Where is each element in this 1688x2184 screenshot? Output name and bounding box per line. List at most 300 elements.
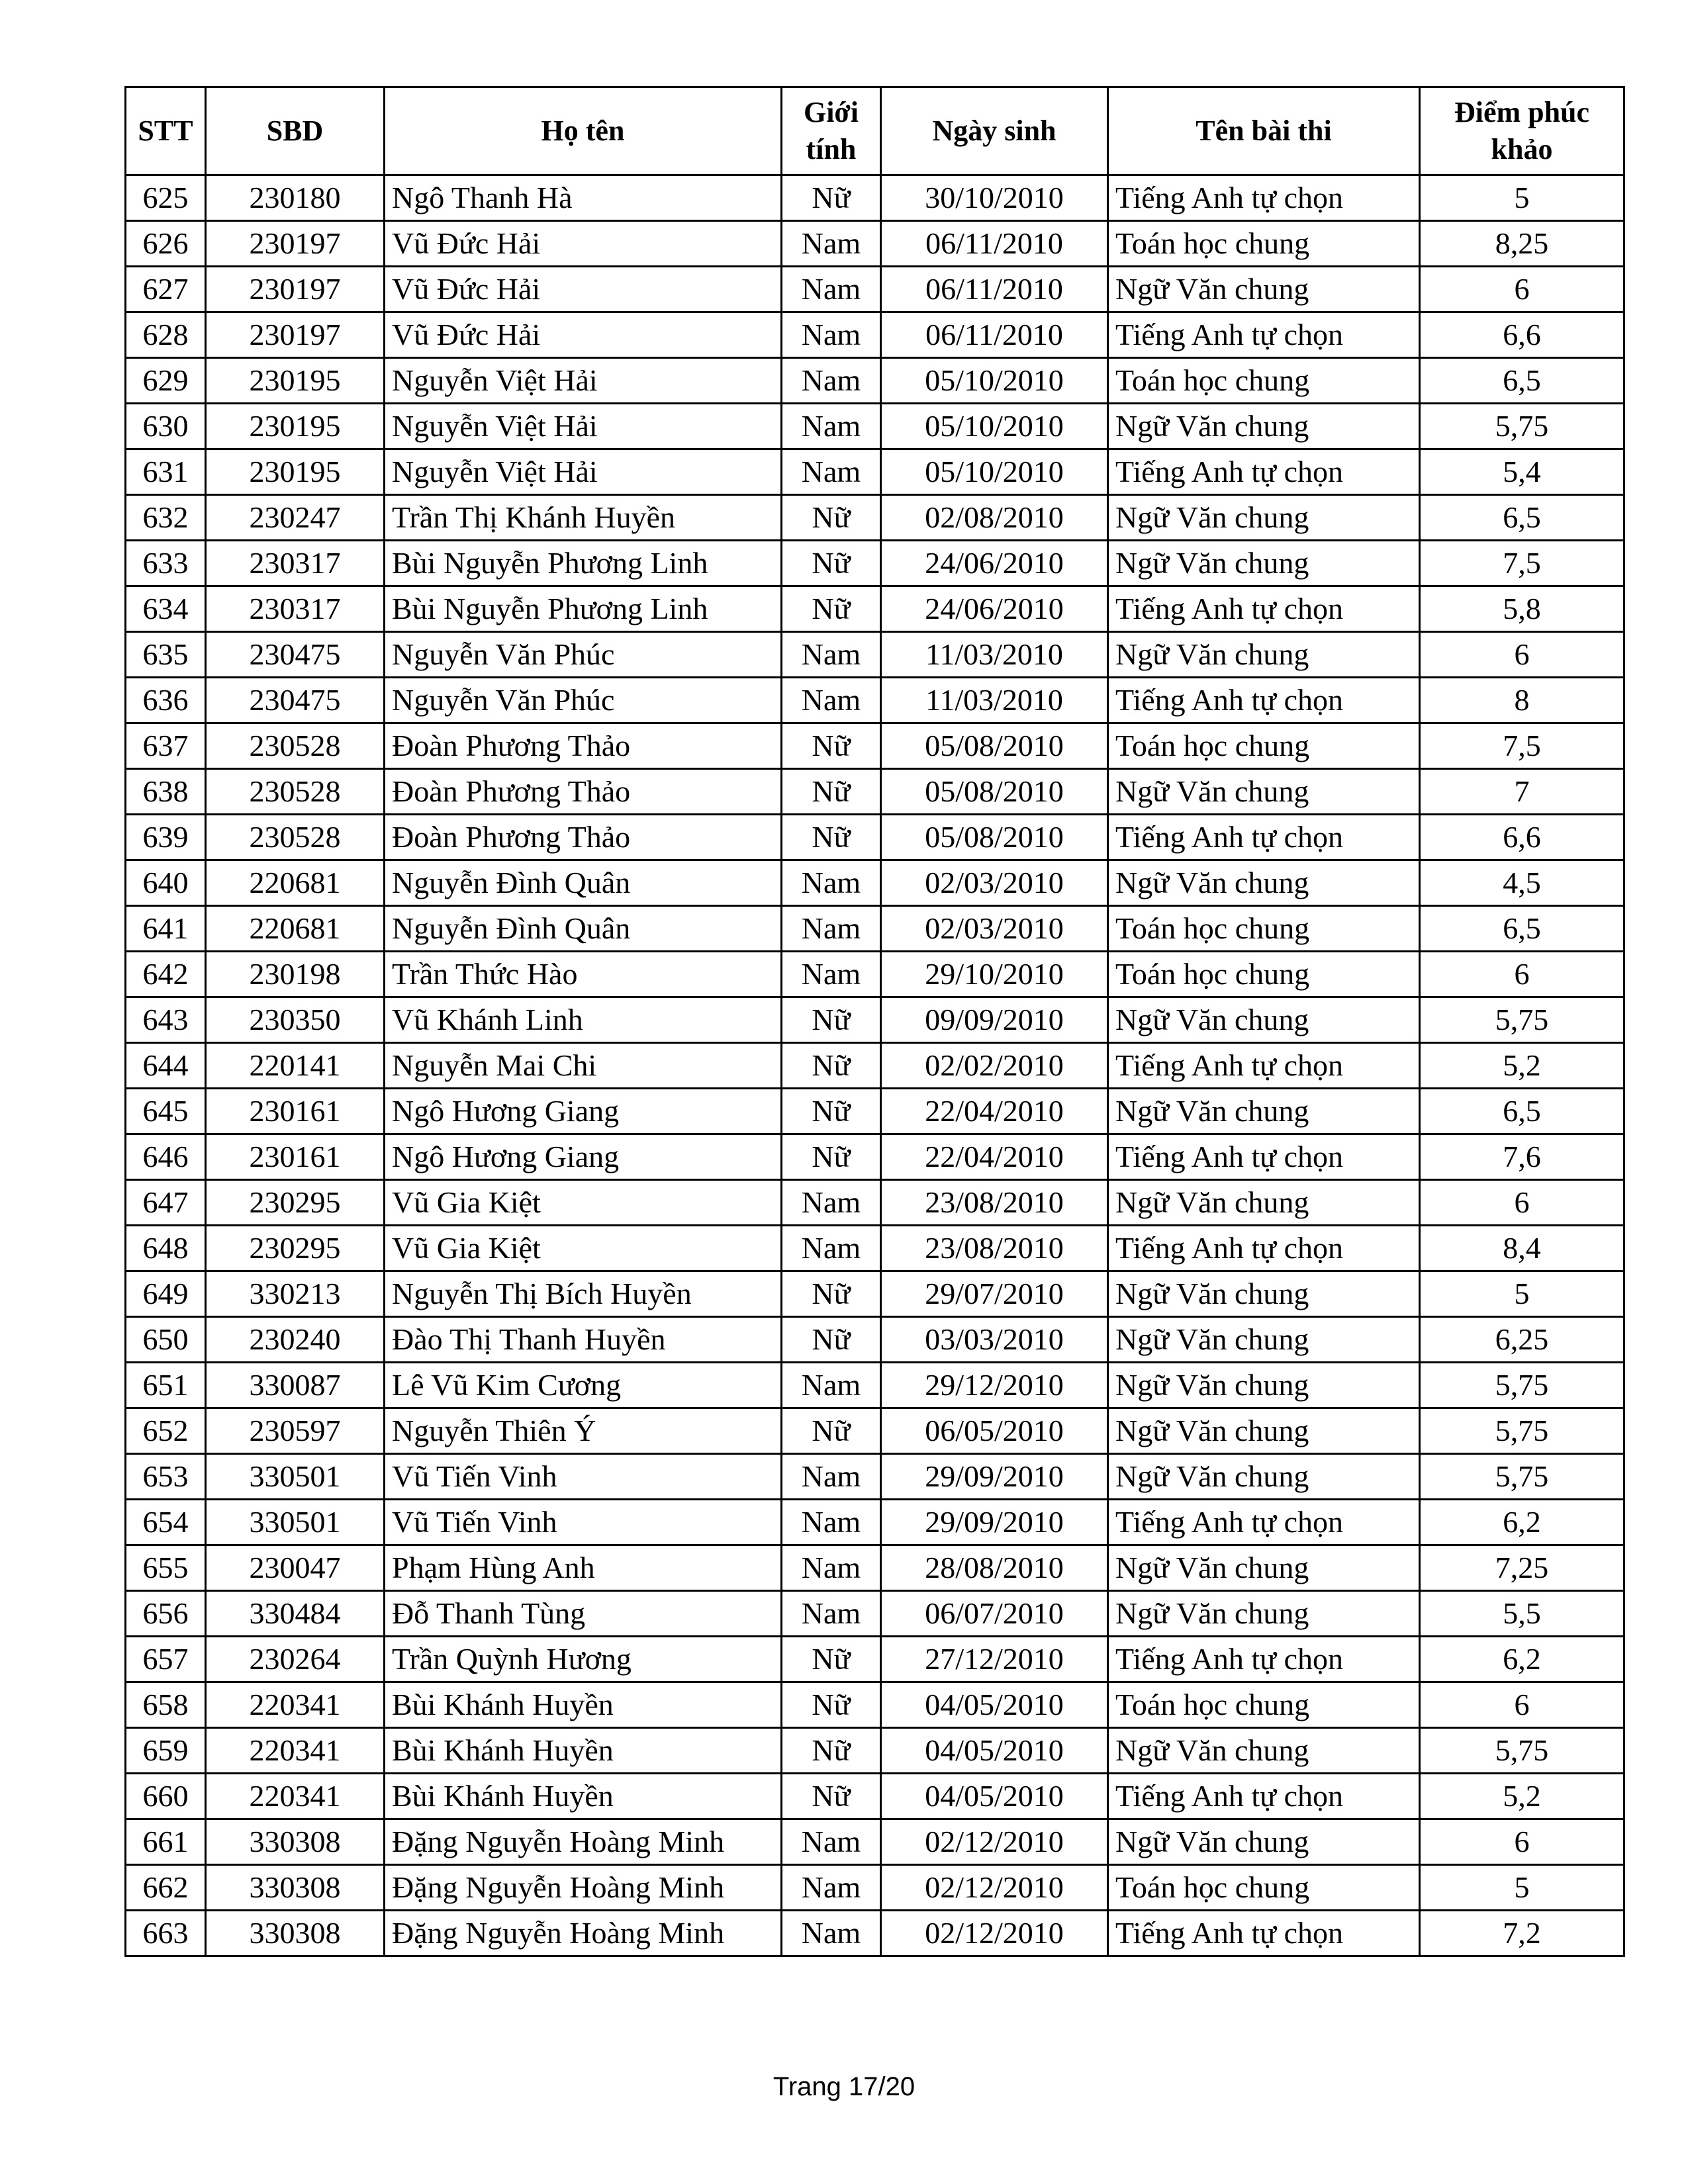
- cell-stt: 650: [126, 1317, 206, 1363]
- cell-name: Nguyễn Đình Quân: [385, 906, 782, 952]
- cell-gender: Nữ: [782, 175, 881, 221]
- cell-exam: Ngữ Văn chung: [1108, 1180, 1420, 1226]
- cell-score: 6,2: [1420, 1637, 1624, 1682]
- cell-name: Phạm Hùng Anh: [385, 1545, 782, 1591]
- cell-dob: 30/10/2010: [881, 175, 1108, 221]
- cell-stt: 648: [126, 1226, 206, 1271]
- cell-score: 6,5: [1420, 358, 1624, 404]
- table-row: [126, 1089, 1624, 1134]
- cell-sbd: 230475: [206, 632, 385, 678]
- cell-sbd: 220681: [206, 906, 385, 952]
- cell-dob: 09/09/2010: [881, 997, 1108, 1043]
- cell-score: 6: [1420, 267, 1624, 312]
- cell-score: 7,25: [1420, 1545, 1624, 1591]
- cell-gender: Nữ: [782, 1043, 881, 1089]
- cell-sbd: 230317: [206, 541, 385, 586]
- cell-stt: 663: [126, 1911, 206, 1956]
- table-row: [126, 1408, 1624, 1454]
- header-name: Họ tên: [385, 87, 782, 175]
- cell-sbd: 220141: [206, 1043, 385, 1089]
- cell-sbd: 330308: [206, 1911, 385, 1956]
- cell-dob: 06/05/2010: [881, 1408, 1108, 1454]
- cell-gender: Nam: [782, 632, 881, 678]
- cell-exam: Tiếng Anh tự chọn: [1108, 815, 1420, 860]
- table-row: [126, 1774, 1624, 1819]
- cell-score: 5,2: [1420, 1043, 1624, 1089]
- cell-dob: 29/09/2010: [881, 1454, 1108, 1500]
- cell-gender: Nam: [782, 221, 881, 267]
- cell-dob: 22/04/2010: [881, 1089, 1108, 1134]
- cell-score: 5: [1420, 175, 1624, 221]
- cell-score: 7,5: [1420, 723, 1624, 769]
- cell-gender: Nữ: [782, 1728, 881, 1774]
- cell-stt: 644: [126, 1043, 206, 1089]
- cell-stt: 653: [126, 1454, 206, 1500]
- page-number: Trang 17/20: [773, 2072, 915, 2101]
- table-row: [126, 404, 1624, 449]
- cell-score: 5: [1420, 1865, 1624, 1911]
- cell-stt: 628: [126, 312, 206, 358]
- cell-stt: 662: [126, 1865, 206, 1911]
- cell-sbd: 230161: [206, 1134, 385, 1180]
- table-row: [126, 175, 1624, 221]
- cell-sbd: 230195: [206, 449, 385, 495]
- cell-name: Vũ Đức Hải: [385, 312, 782, 358]
- cell-score: 6,5: [1420, 1089, 1624, 1134]
- cell-name: Bùi Khánh Huyền: [385, 1682, 782, 1728]
- table-row: [126, 1500, 1624, 1545]
- cell-gender: Nam: [782, 1911, 881, 1956]
- cell-stt: 634: [126, 586, 206, 632]
- cell-gender: Nữ: [782, 1637, 881, 1682]
- header-exam: Tên bài thi: [1108, 87, 1420, 175]
- cell-dob: 05/10/2010: [881, 449, 1108, 495]
- table-row: [126, 632, 1624, 678]
- cell-dob: 24/06/2010: [881, 541, 1108, 586]
- table-row: [126, 586, 1624, 632]
- cell-exam: Ngữ Văn chung: [1108, 1591, 1420, 1637]
- table-row: [126, 1682, 1624, 1728]
- cell-name: Vũ Đức Hải: [385, 267, 782, 312]
- table-row: [126, 1271, 1624, 1317]
- cell-dob: 28/08/2010: [881, 1545, 1108, 1591]
- cell-score: 5: [1420, 1271, 1624, 1317]
- table-row: [126, 1865, 1624, 1911]
- table-row: [126, 312, 1624, 358]
- cell-gender: Nữ: [782, 1089, 881, 1134]
- cell-sbd: 230528: [206, 723, 385, 769]
- cell-score: 7: [1420, 769, 1624, 815]
- cell-score: 5,75: [1420, 404, 1624, 449]
- cell-name: Đoàn Phương Thảo: [385, 769, 782, 815]
- cell-dob: 05/08/2010: [881, 769, 1108, 815]
- cell-sbd: 230197: [206, 221, 385, 267]
- cell-name: Nguyễn Việt Hải: [385, 358, 782, 404]
- header-dob: Ngày sinh: [881, 87, 1108, 175]
- table-row: [126, 1363, 1624, 1408]
- cell-sbd: 330308: [206, 1819, 385, 1865]
- cell-exam: Tiếng Anh tự chọn: [1108, 678, 1420, 723]
- cell-name: Nguyễn Văn Phúc: [385, 632, 782, 678]
- table-row: [126, 723, 1624, 769]
- cell-stt: 632: [126, 495, 206, 541]
- cell-score: 6,5: [1420, 906, 1624, 952]
- cell-gender: Nữ: [782, 1271, 881, 1317]
- cell-exam: Toán học chung: [1108, 723, 1420, 769]
- cell-gender: Nam: [782, 1180, 881, 1226]
- cell-score: 6: [1420, 1180, 1624, 1226]
- cell-score: 5,4: [1420, 449, 1624, 495]
- cell-gender: Nữ: [782, 1774, 881, 1819]
- cell-score: 6,25: [1420, 1317, 1624, 1363]
- table-row: [126, 906, 1624, 952]
- cell-sbd: 230195: [206, 404, 385, 449]
- cell-sbd: 230295: [206, 1226, 385, 1271]
- table-body: [126, 175, 1624, 1956]
- cell-exam: Tiếng Anh tự chọn: [1108, 449, 1420, 495]
- cell-sbd: 230197: [206, 312, 385, 358]
- cell-score: 5,75: [1420, 1363, 1624, 1408]
- cell-score: 6: [1420, 952, 1624, 997]
- cell-score: 5,8: [1420, 586, 1624, 632]
- cell-dob: 29/12/2010: [881, 1363, 1108, 1408]
- cell-stt: 631: [126, 449, 206, 495]
- cell-exam: Tiếng Anh tự chọn: [1108, 1774, 1420, 1819]
- cell-sbd: 330501: [206, 1454, 385, 1500]
- cell-stt: 627: [126, 267, 206, 312]
- table-row: [126, 1545, 1624, 1591]
- cell-score: 6,2: [1420, 1500, 1624, 1545]
- cell-exam: Ngữ Văn chung: [1108, 1819, 1420, 1865]
- cell-sbd: 230350: [206, 997, 385, 1043]
- table-row: [126, 815, 1624, 860]
- cell-exam: Ngữ Văn chung: [1108, 1454, 1420, 1500]
- cell-sbd: 230317: [206, 586, 385, 632]
- cell-score: 5,75: [1420, 1408, 1624, 1454]
- cell-stt: 640: [126, 860, 206, 906]
- cell-score: 7,5: [1420, 541, 1624, 586]
- cell-gender: Nữ: [782, 769, 881, 815]
- cell-name: Đoàn Phương Thảo: [385, 815, 782, 860]
- cell-score: 6: [1420, 1682, 1624, 1728]
- cell-exam: Ngữ Văn chung: [1108, 1089, 1420, 1134]
- table-row: [126, 769, 1624, 815]
- cell-sbd: 230195: [206, 358, 385, 404]
- cell-stt: 625: [126, 175, 206, 221]
- table-row: [126, 860, 1624, 906]
- cell-stt: 658: [126, 1682, 206, 1728]
- cell-stt: 654: [126, 1500, 206, 1545]
- cell-score: 6,5: [1420, 495, 1624, 541]
- cell-dob: 23/08/2010: [881, 1226, 1108, 1271]
- cell-exam: Ngữ Văn chung: [1108, 1408, 1420, 1454]
- cell-exam: Ngữ Văn chung: [1108, 267, 1420, 312]
- cell-gender: Nam: [782, 449, 881, 495]
- table-row: [126, 997, 1624, 1043]
- header-stt: STT: [126, 87, 206, 175]
- table-row: [126, 1728, 1624, 1774]
- table-row: [126, 1226, 1624, 1271]
- cell-name: Đoàn Phương Thảo: [385, 723, 782, 769]
- cell-name: Nguyễn Mai Chi: [385, 1043, 782, 1089]
- cell-stt: 629: [126, 358, 206, 404]
- cell-sbd: 330308: [206, 1865, 385, 1911]
- cell-stt: 646: [126, 1134, 206, 1180]
- cell-exam: Ngữ Văn chung: [1108, 404, 1420, 449]
- cell-sbd: 230528: [206, 815, 385, 860]
- cell-name: Ngô Hương Giang: [385, 1089, 782, 1134]
- cell-sbd: 230597: [206, 1408, 385, 1454]
- cell-dob: 02/12/2010: [881, 1911, 1108, 1956]
- table-row: [126, 1317, 1624, 1363]
- cell-dob: 29/09/2010: [881, 1500, 1108, 1545]
- cell-exam: Tiếng Anh tự chọn: [1108, 1134, 1420, 1180]
- cell-stt: 626: [126, 221, 206, 267]
- cell-gender: Nữ: [782, 1682, 881, 1728]
- cell-score: 5,75: [1420, 1728, 1624, 1774]
- cell-stt: 656: [126, 1591, 206, 1637]
- cell-name: Đào Thị Thanh Huyền: [385, 1317, 782, 1363]
- cell-gender: Nữ: [782, 541, 881, 586]
- cell-dob: 27/12/2010: [881, 1637, 1108, 1682]
- cell-dob: 02/08/2010: [881, 495, 1108, 541]
- cell-sbd: 330501: [206, 1500, 385, 1545]
- cell-gender: Nam: [782, 267, 881, 312]
- cell-stt: 635: [126, 632, 206, 678]
- header-row: [126, 87, 1624, 175]
- header-score: Điểm phúc khảo: [1420, 87, 1624, 175]
- cell-score: 8,4: [1420, 1226, 1624, 1271]
- table-row: [126, 1819, 1624, 1865]
- cell-sbd: 230264: [206, 1637, 385, 1682]
- cell-gender: Nam: [782, 1363, 881, 1408]
- cell-stt: 643: [126, 997, 206, 1043]
- cell-sbd: 220341: [206, 1728, 385, 1774]
- cell-gender: Nữ: [782, 1408, 881, 1454]
- cell-name: Vũ Tiến Vinh: [385, 1454, 782, 1500]
- cell-dob: 02/02/2010: [881, 1043, 1108, 1089]
- cell-name: Nguyễn Việt Hải: [385, 449, 782, 495]
- cell-exam: Ngữ Văn chung: [1108, 1363, 1420, 1408]
- cell-exam: Toán học chung: [1108, 1865, 1420, 1911]
- header-gender: Giới tính: [782, 87, 881, 175]
- cell-gender: Nam: [782, 952, 881, 997]
- cell-dob: 02/12/2010: [881, 1819, 1108, 1865]
- cell-dob: 24/06/2010: [881, 586, 1108, 632]
- cell-name: Đỗ Thanh Tùng: [385, 1591, 782, 1637]
- cell-sbd: 230180: [206, 175, 385, 221]
- cell-exam: Toán học chung: [1108, 221, 1420, 267]
- cell-exam: Toán học chung: [1108, 906, 1420, 952]
- cell-score: 4,5: [1420, 860, 1624, 906]
- cell-exam: Ngữ Văn chung: [1108, 860, 1420, 906]
- cell-gender: Nữ: [782, 723, 881, 769]
- cell-name: Vũ Tiến Vinh: [385, 1500, 782, 1545]
- cell-exam: Toán học chung: [1108, 358, 1420, 404]
- cell-exam: Ngữ Văn chung: [1108, 632, 1420, 678]
- cell-gender: Nữ: [782, 815, 881, 860]
- cell-stt: 637: [126, 723, 206, 769]
- cell-name: Đặng Nguyễn Hoàng Minh: [385, 1865, 782, 1911]
- cell-dob: 03/03/2010: [881, 1317, 1108, 1363]
- table-row: [126, 221, 1624, 267]
- table-row: [126, 1180, 1624, 1226]
- cell-score: 5,75: [1420, 1454, 1624, 1500]
- table-row: [126, 495, 1624, 541]
- cell-stt: 657: [126, 1637, 206, 1682]
- cell-dob: 11/03/2010: [881, 678, 1108, 723]
- cell-gender: Nam: [782, 906, 881, 952]
- cell-score: 6: [1420, 1819, 1624, 1865]
- cell-dob: 06/11/2010: [881, 312, 1108, 358]
- cell-gender: Nữ: [782, 997, 881, 1043]
- cell-sbd: 330213: [206, 1271, 385, 1317]
- table-row: [126, 358, 1624, 404]
- cell-stt: 638: [126, 769, 206, 815]
- cell-stt: 652: [126, 1408, 206, 1454]
- cell-gender: Nữ: [782, 1317, 881, 1363]
- cell-dob: 06/11/2010: [881, 267, 1108, 312]
- cell-dob: 05/08/2010: [881, 723, 1108, 769]
- cell-dob: 29/10/2010: [881, 952, 1108, 997]
- cell-gender: Nam: [782, 404, 881, 449]
- cell-score: 5,5: [1420, 1591, 1624, 1637]
- table-row: [126, 541, 1624, 586]
- table-row: [126, 1637, 1624, 1682]
- cell-stt: 633: [126, 541, 206, 586]
- cell-exam: Ngữ Văn chung: [1108, 1317, 1420, 1363]
- cell-name: Vũ Khánh Linh: [385, 997, 782, 1043]
- cell-gender: Nam: [782, 358, 881, 404]
- cell-name: Nguyễn Thiên Ý: [385, 1408, 782, 1454]
- cell-name: Vũ Gia Kiệt: [385, 1180, 782, 1226]
- cell-dob: 06/07/2010: [881, 1591, 1108, 1637]
- cell-name: Lê Vũ Kim Cương: [385, 1363, 782, 1408]
- cell-exam: Tiếng Anh tự chọn: [1108, 1637, 1420, 1682]
- cell-score: 8: [1420, 678, 1624, 723]
- cell-sbd: 230475: [206, 678, 385, 723]
- cell-name: Nguyễn Thị Bích Huyền: [385, 1271, 782, 1317]
- score-table: [124, 86, 1625, 1957]
- cell-stt: 639: [126, 815, 206, 860]
- cell-score: 7,2: [1420, 1911, 1624, 1956]
- cell-sbd: 230161: [206, 1089, 385, 1134]
- cell-name: Đặng Nguyễn Hoàng Minh: [385, 1911, 782, 1956]
- cell-name: Trần Thị Khánh Huyền: [385, 495, 782, 541]
- cell-name: Nguyễn Việt Hải: [385, 404, 782, 449]
- cell-exam: Ngữ Văn chung: [1108, 495, 1420, 541]
- cell-dob: 22/04/2010: [881, 1134, 1108, 1180]
- cell-gender: Nam: [782, 1545, 881, 1591]
- cell-exam: Tiếng Anh tự chọn: [1108, 1043, 1420, 1089]
- cell-name: Trần Quỳnh Hương: [385, 1637, 782, 1682]
- cell-sbd: 230295: [206, 1180, 385, 1226]
- cell-score: 6,6: [1420, 815, 1624, 860]
- cell-dob: 04/05/2010: [881, 1774, 1108, 1819]
- cell-dob: 23/08/2010: [881, 1180, 1108, 1226]
- cell-exam: Ngữ Văn chung: [1108, 1728, 1420, 1774]
- cell-name: Vũ Gia Kiệt: [385, 1226, 782, 1271]
- cell-gender: Nữ: [782, 586, 881, 632]
- cell-stt: 659: [126, 1728, 206, 1774]
- cell-gender: Nam: [782, 860, 881, 906]
- cell-exam: Ngữ Văn chung: [1108, 769, 1420, 815]
- cell-name: Ngô Thanh Hà: [385, 175, 782, 221]
- cell-name: Ngô Hương Giang: [385, 1134, 782, 1180]
- cell-stt: 655: [126, 1545, 206, 1591]
- cell-sbd: 230240: [206, 1317, 385, 1363]
- cell-exam: Toán học chung: [1108, 1682, 1420, 1728]
- cell-score: 6: [1420, 632, 1624, 678]
- cell-stt: 660: [126, 1774, 206, 1819]
- header-sbd: SBD: [206, 87, 385, 175]
- cell-exam: Ngữ Văn chung: [1108, 1271, 1420, 1317]
- cell-name: Bùi Khánh Huyền: [385, 1728, 782, 1774]
- cell-exam: Tiếng Anh tự chọn: [1108, 1500, 1420, 1545]
- cell-exam: Tiếng Anh tự chọn: [1108, 175, 1420, 221]
- cell-name: Đặng Nguyễn Hoàng Minh: [385, 1819, 782, 1865]
- cell-exam: Ngữ Văn chung: [1108, 997, 1420, 1043]
- cell-sbd: 230528: [206, 769, 385, 815]
- cell-sbd: 230247: [206, 495, 385, 541]
- cell-exam: Ngữ Văn chung: [1108, 1545, 1420, 1591]
- table-row: [126, 678, 1624, 723]
- cell-gender: Nữ: [782, 1134, 881, 1180]
- cell-sbd: 220341: [206, 1774, 385, 1819]
- cell-gender: Nam: [782, 1865, 881, 1911]
- cell-stt: 661: [126, 1819, 206, 1865]
- table-row: [126, 952, 1624, 997]
- cell-sbd: 220681: [206, 860, 385, 906]
- cell-name: Bùi Khánh Huyền: [385, 1774, 782, 1819]
- cell-stt: 649: [126, 1271, 206, 1317]
- cell-stt: 636: [126, 678, 206, 723]
- cell-sbd: 230197: [206, 267, 385, 312]
- cell-dob: 04/05/2010: [881, 1728, 1108, 1774]
- cell-sbd: 330087: [206, 1363, 385, 1408]
- cell-dob: 02/03/2010: [881, 860, 1108, 906]
- table-row: [126, 1043, 1624, 1089]
- cell-score: 6,6: [1420, 312, 1624, 358]
- cell-name: Nguyễn Đình Quân: [385, 860, 782, 906]
- cell-dob: 02/12/2010: [881, 1865, 1108, 1911]
- cell-sbd: 230047: [206, 1545, 385, 1591]
- cell-name: Nguyễn Văn Phúc: [385, 678, 782, 723]
- cell-dob: 04/05/2010: [881, 1682, 1108, 1728]
- cell-name: Trần Thức Hào: [385, 952, 782, 997]
- table-row: [126, 267, 1624, 312]
- cell-score: 7,6: [1420, 1134, 1624, 1180]
- cell-sbd: 230198: [206, 952, 385, 997]
- cell-name: Vũ Đức Hải: [385, 221, 782, 267]
- cell-dob: 29/07/2010: [881, 1271, 1108, 1317]
- cell-exam: Tiếng Anh tự chọn: [1108, 1226, 1420, 1271]
- cell-gender: Nam: [782, 1500, 881, 1545]
- cell-stt: 647: [126, 1180, 206, 1226]
- cell-dob: 05/10/2010: [881, 358, 1108, 404]
- cell-name: Bùi Nguyễn Phương Linh: [385, 586, 782, 632]
- cell-exam: Tiếng Anh tự chọn: [1108, 1911, 1420, 1956]
- cell-gender: Nữ: [782, 495, 881, 541]
- cell-exam: Toán học chung: [1108, 952, 1420, 997]
- table-row: [126, 449, 1624, 495]
- cell-stt: 651: [126, 1363, 206, 1408]
- cell-sbd: 220341: [206, 1682, 385, 1728]
- cell-gender: Nam: [782, 312, 881, 358]
- cell-gender: Nam: [782, 1226, 881, 1271]
- cell-stt: 645: [126, 1089, 206, 1134]
- table-row: [126, 1454, 1624, 1500]
